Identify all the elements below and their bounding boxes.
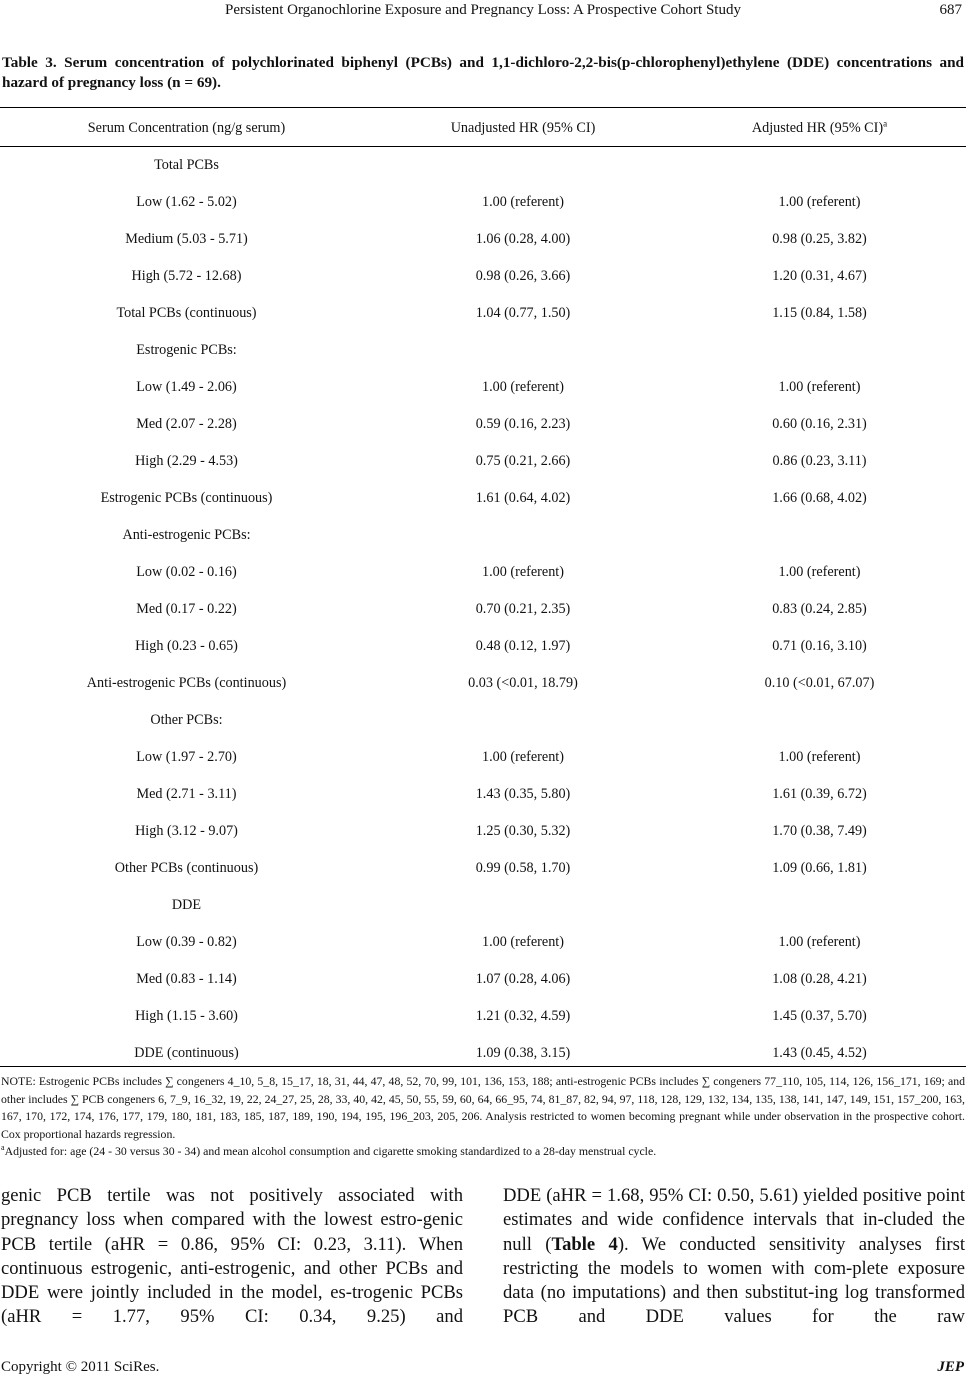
table-4-reference[interactable]: Table 4 xyxy=(551,1233,618,1255)
table-row xyxy=(0,258,966,295)
cell-adjusted-hr: 0.86 (0.23, 3.11) xyxy=(772,453,867,469)
table-row xyxy=(0,295,966,332)
cell-concentration: Med (2.71 - 3.11) xyxy=(136,786,237,802)
left-column-paragraph: genic PCB tertile was not positively associated with pregnancy loss when compared with the lowest estro-genic PCB tertile (aHR = 0.86, 95% CI: 0.23, 3.11). When continuous estrogenic, anti-estrogenic, and other PCBs and DDE were jointly included in the model, es-trogenic PCBs (aHR = 1.77, 95% CI: 0.34, 9.25) and xyxy=(1,1185,463,1328)
table-header-row xyxy=(0,110,966,146)
cell-unadjusted-hr: 1.00 (referent) xyxy=(482,379,564,395)
table-row xyxy=(0,406,966,443)
cell-concentration: Anti-estrogenic PCBs (continuous) xyxy=(86,675,287,691)
cell-unadjusted-hr: 0.48 (0.12, 1.97) xyxy=(475,638,571,654)
cell-concentration: Low (0.02 - 0.16) xyxy=(136,564,237,580)
header-adjusted-hr-text: Adjusted HR (95% CI) xyxy=(751,119,884,136)
cell-concentration: Medium (5.03 - 5.71) xyxy=(125,231,248,247)
table-footnote xyxy=(1,1143,965,1161)
cell-concentration: Med (0.83 - 1.14) xyxy=(136,971,237,987)
cell-adjusted-hr: 1.09 (0.66, 1.81) xyxy=(772,860,867,876)
cell-adjusted-hr: 1.43 (0.45, 4.52) xyxy=(772,1045,867,1061)
table-row xyxy=(0,739,966,776)
cell-unadjusted-hr: 1.25 (0.30, 5.32) xyxy=(475,823,571,839)
table-row xyxy=(0,628,966,665)
cell-concentration: Med (0.17 - 0.22) xyxy=(136,601,237,617)
cell-concentration: High (1.15 - 3.60) xyxy=(135,1008,238,1024)
table-row xyxy=(0,924,966,961)
cell-adjusted-hr: 1.00 (referent) xyxy=(778,564,861,580)
copyright-notice: Copyright © 2011 SciRes. xyxy=(1,1359,160,1375)
table-row xyxy=(0,813,966,850)
cell-unadjusted-hr: 0.99 (0.58, 1.70) xyxy=(475,860,571,876)
cell-unadjusted-hr: 1.00 (referent) xyxy=(482,564,564,580)
table-row xyxy=(0,184,966,221)
cell-unadjusted-hr: 1.09 (0.38, 3.15) xyxy=(475,1045,571,1061)
cell-adjusted-hr: 0.98 (0.25, 3.82) xyxy=(772,231,867,247)
table-row xyxy=(0,147,966,184)
page-number: 687 xyxy=(939,2,962,18)
cell-adjusted-hr: 1.00 (referent) xyxy=(778,934,861,950)
table-row xyxy=(0,776,966,813)
cell-adjusted-hr: 0.10 (<0.01, 67.07) xyxy=(764,675,875,691)
table-note-text: NOTE: Estrogenic PCBs includes ∑ congeners 4_10, 5_8, 15_17, 18, 31, 44, 47, 48, 52, 70, 99, 101, 136, 153, 188; anti-estrogenic PCBs includes ∑ congeners 77_110, 105, 114, 126, 156_171, 169; and other includes ∑ PCB congeners 6, 7_9, 16_32, 19, 22, 24_27, 25, 28, 33, 40, 42, 45, 50, 55, 59, 60, 64, 66_95, 74, 81_87, 82, 94, 97, 118, 128, 129, 132, 134, 135, 138, 141, 147, 149, 151, 157_200, 163, 167, 170, 172, 174, 176, 177, 179, 180, 181, 183, 185, 187, 189, 190, 194, 195, 196_203, 205, 206. Analysis restricted to women becoming pregnant while under observation in the prospective cohort. Cox proportional hazards regression. xyxy=(1,1074,965,1141)
page-footer xyxy=(0,1358,966,1378)
cell-unadjusted-hr: 1.00 (referent) xyxy=(482,194,564,210)
table-row xyxy=(0,961,966,998)
body-text xyxy=(1,1184,965,1328)
table-top-rule xyxy=(0,107,966,108)
cell-concentration: Other PCBs (continuous) xyxy=(114,860,259,876)
table-row xyxy=(0,850,966,887)
table-row xyxy=(0,443,966,480)
cell-unadjusted-hr: 1.21 (0.32, 4.59) xyxy=(475,1008,571,1024)
cell-concentration: Low (1.62 - 5.02) xyxy=(136,194,237,210)
running-head xyxy=(0,0,966,22)
footnote-text: Adjusted for: age (24 - 30 versus 30 - 34) and mean alcohol consumption and cigarette smoking standardized to a 28-day menstrual cycle. xyxy=(4,1144,657,1159)
table-row xyxy=(0,332,966,369)
table-row xyxy=(0,517,966,554)
table-row xyxy=(0,554,966,591)
cell-unadjusted-hr: 1.07 (0.28, 4.06) xyxy=(475,971,571,987)
table-row xyxy=(0,887,966,924)
cell-concentration: High (0.23 - 0.65) xyxy=(135,638,238,654)
cell-concentration: Med (2.07 - 2.28) xyxy=(136,416,237,432)
cell-unadjusted-hr: 1.43 (0.35, 5.80) xyxy=(475,786,571,802)
table-row xyxy=(0,480,966,517)
cell-adjusted-hr: 1.08 (0.28, 4.21) xyxy=(772,971,867,987)
table-row xyxy=(0,591,966,628)
cell-adjusted-hr: 1.66 (0.68, 4.02) xyxy=(772,490,867,506)
cell-unadjusted-hr: 1.06 (0.28, 4.00) xyxy=(475,231,571,247)
cell-unadjusted-hr: 0.75 (0.21, 2.66) xyxy=(475,453,571,469)
cell-adjusted-hr: 1.61 (0.39, 6.72) xyxy=(772,786,867,802)
body-left-column xyxy=(1,1184,463,1330)
table-row xyxy=(0,665,966,702)
cell-concentration: Estrogenic PCBs: xyxy=(136,342,237,358)
table-header-rule xyxy=(0,146,966,147)
cell-concentration: Estrogenic PCBs (continuous) xyxy=(100,490,273,506)
cell-adjusted-hr: 1.45 (0.37, 5.70) xyxy=(772,1008,867,1024)
cell-adjusted-hr: 1.00 (referent) xyxy=(778,379,861,395)
cell-concentration: DDE xyxy=(171,897,202,913)
cell-concentration: High (2.29 - 4.53) xyxy=(135,453,238,469)
running-head-title: Persistent Organochlorine Exposure and Pregnancy Loss: A Prospective Cohort Study xyxy=(225,2,741,18)
cell-unadjusted-hr: 1.00 (referent) xyxy=(482,749,564,765)
cell-adjusted-hr: 1.00 (referent) xyxy=(778,194,861,210)
header-serum-concentration: Serum Concentration (ng/g serum) xyxy=(87,119,286,136)
header-adjusted-hr-sup: a xyxy=(883,117,888,128)
table-note xyxy=(1,1073,965,1161)
cell-adjusted-hr: 1.70 (0.38, 7.49) xyxy=(772,823,867,839)
cell-adjusted-hr: 1.20 (0.31, 4.67) xyxy=(772,268,867,284)
table-row xyxy=(0,221,966,258)
table-row xyxy=(0,702,966,739)
cell-unadjusted-hr: 0.59 (0.16, 2.23) xyxy=(475,416,571,432)
cell-concentration: Total PCBs xyxy=(154,157,219,173)
header-adjusted-hr xyxy=(673,117,966,137)
table-row xyxy=(0,998,966,1035)
cell-concentration: Total PCBs (continuous) xyxy=(116,305,257,321)
cell-adjusted-hr: 0.60 (0.16, 2.31) xyxy=(772,416,867,432)
journal-abbrev: JEP xyxy=(937,1359,964,1375)
cell-adjusted-hr: 1.00 (referent) xyxy=(778,749,861,765)
table-row xyxy=(0,369,966,406)
table-caption: Table 3. Serum concentration of polychlorinated biphenyl (PCBs) and 1,1-dichloro-2,2-bis(p-chlorophenyl)ethylene (DDE) concentrations and hazard of pregnancy loss (n = 69). xyxy=(2,54,964,91)
right-column-text-after: ). We conducted sensitivity analyses first restricting the models to women with com-plete exposure data (no imputations) and then substitut-ing log transformed PCB and DDE values for the raw xyxy=(503,1233,965,1328)
footnote-marker: a xyxy=(1,1143,5,1153)
cell-concentration: Anti-estrogenic PCBs: xyxy=(122,527,251,543)
table-body xyxy=(0,147,966,1072)
cell-adjusted-hr: 1.15 (0.84, 1.58) xyxy=(772,305,867,321)
right-column-paragraph xyxy=(503,1184,965,1330)
cell-concentration: High (5.72 - 12.68) xyxy=(131,268,242,284)
results-table xyxy=(0,110,966,1072)
cell-unadjusted-hr: 1.04 (0.77, 1.50) xyxy=(475,305,571,321)
cell-adjusted-hr: 0.83 (0.24, 2.85) xyxy=(772,601,867,617)
cell-unadjusted-hr: 0.70 (0.21, 2.35) xyxy=(475,601,571,617)
cell-concentration: Low (0.39 - 0.82) xyxy=(136,934,237,950)
right-column-text-before: DDE (aHR = 1.68, 95% CI: 0.50, 5.61) yielded positive point estimates and wide confidence intervals that in-cluded the null ( xyxy=(503,1185,965,1255)
cell-concentration: DDE (continuous) xyxy=(134,1045,239,1061)
cell-adjusted-hr: 0.71 (0.16, 3.10) xyxy=(772,638,867,654)
cell-unadjusted-hr: 1.61 (0.64, 4.02) xyxy=(475,490,571,506)
cell-concentration: Low (1.97 - 2.70) xyxy=(136,749,237,765)
header-unadjusted-hr: Unadjusted HR (95% CI) xyxy=(450,119,596,136)
cell-concentration: High (3.12 - 9.07) xyxy=(135,823,238,839)
cell-unadjusted-hr: 0.03 (<0.01, 18.79) xyxy=(468,675,578,691)
cell-unadjusted-hr: 1.00 (referent) xyxy=(482,934,564,950)
body-right-column xyxy=(503,1184,965,1330)
cell-concentration: Low (1.49 - 2.06) xyxy=(136,379,237,395)
table-bottom-rule xyxy=(0,1066,966,1067)
cell-concentration: Other PCBs: xyxy=(150,712,223,728)
cell-unadjusted-hr: 0.98 (0.26, 3.66) xyxy=(475,268,571,284)
